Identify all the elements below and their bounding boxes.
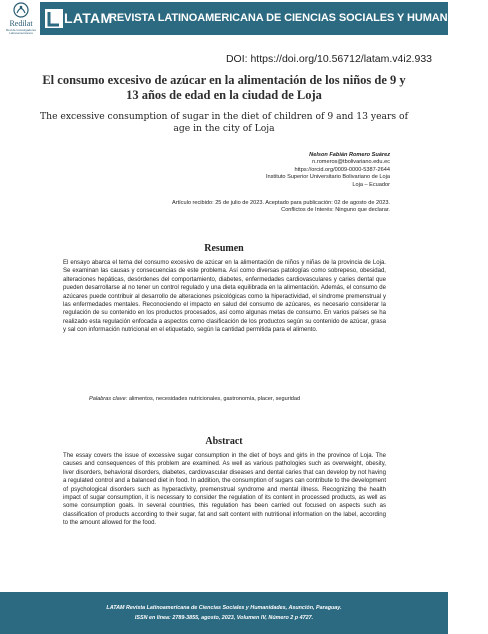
latam-logo-icon [44, 8, 64, 29]
journal-name: REVISTA LATINOAMERICANA DE CIENCIAS SOCIALES Y HUMANIDADES [109, 12, 488, 24]
keywords-label: Palabras clave: [89, 396, 128, 402]
author-location: Loja – Ecuador [352, 181, 390, 188]
latam-logo-text: LATAM [64, 10, 113, 26]
received-accepted-dates: Artículo recibido: 25 de julio de 2023. Aceptado para publicación: 02 de agosto de 2023. [171, 200, 390, 206]
author-block [266, 152, 390, 189]
footer-issn-line: ISSN en línea: 2789-3855, agosto, 2023, Volumen IV, Número 2 p 4727. [134, 615, 314, 621]
resumen-text: El ensayo abarca el tema del consumo excesivo de azúcar en la alimentación de niños y niñas de la provincia de Loja. Se examinan las causas y consecuencias de este problema. Así como diversas patologías como sobrepeso, obesidad, alteraciones hepáticas, desórdenes del comportamiento, diabetes, enfermedades cardiovasculares y caries dental que pueden desarrollarse al no tener un control regulado y una dieta equilibrada en la alimentación. Además, el consumo de azúcares puede contribuir al desarrollo de alteraciones psicológicas como la hiperactividad, el síndrome premenstrual y las enfermedades mentales. Reconociendo el impacto en salud del consumo de azúcares, es necesario considerar la regulación de su contenido en los productos procesados, así como algunas metas de consumo. En varios países se ha realizado esta regulación enfocada a aspectos como clasificación de los productos según su contenido de azúcar, grasa y sal con información nutricional en el etiquetado, según la cantidad permitida para el alimento. [63, 260, 386, 334]
redilat-logo-mark-icon [13, 2, 29, 18]
doi-link[interactable]: DOI: https://doi.org/10.56712/latam.v4i2.933 [225, 53, 432, 65]
author-name: Nelson Fabián Romero Suárez [309, 152, 390, 158]
redilat-logo [4, 1, 38, 39]
redilat-logo-tagline: Red de Investigadores Latinoamericanos [5, 28, 37, 35]
abstract-text: The essay covers the issue of excessive sugar consumption in the diet of boys and girls in the province of Loja. The causes and consequences of this problem are examined. As well as various pathologies such as overweight, obesity, liver disorders, behavioral disorders, diabetes, cardiovascular diseases and dental caries that can develop by not having a regulated control and a balanced diet in food. In addition, the consumption of sugars can contribute to the development of psychological disorders such as hyperactivity, premenstrual syndrome and mental illness. Recognizing the health impact of sugar consumption, it is necessary to consider the regulation of its content in processed products, as well as some consumption goals. In several countries, this regulation has been carried out focused on aspects such as classification of products according to their sugar, fat and salt content with nutritional information on the label, according to the amount allowed for the food. [63, 453, 386, 527]
article-title-english: The excessive consumption of sugar in the diet of children of 9 and 13 years of age in the city of Loja [40, 111, 408, 134]
author-orcid[interactable]: https://orcid.org/0009-0000-5387-2644 [294, 166, 390, 173]
journal-footer [0, 592, 448, 634]
keywords-line [89, 396, 300, 402]
abstract-heading: Abstract [205, 436, 243, 447]
footer-journal-line: LATAM Revista Latinoamericana de Ciencias Sociales y Humanidades, Asunción, Paraguay. [106, 605, 342, 611]
author-institution: Instituto Superior Universitario Bolivariano de Loja [265, 174, 390, 181]
journal-header [0, 0, 488, 40]
redilat-logo-text: Redilat [9, 19, 33, 28]
resumen-heading: Resumen [204, 243, 244, 254]
journal-banner [40, 2, 488, 35]
article-title-spanish: El consumo excesivo de azúcar en la alimentación de los niños de 9 y 13 años de edad en la ciudad de Loja [42, 73, 406, 102]
author-email[interactable]: n.romeros@tbolivariano.edu.ec [312, 159, 390, 166]
keywords-values: alimentos, necesidades nutricionales, gastronomía, placer, seguridad [128, 396, 301, 402]
conflicts-of-interest: Conflictos de Interés: Ninguno que declarar. [281, 207, 390, 214]
article-dates [172, 200, 390, 215]
